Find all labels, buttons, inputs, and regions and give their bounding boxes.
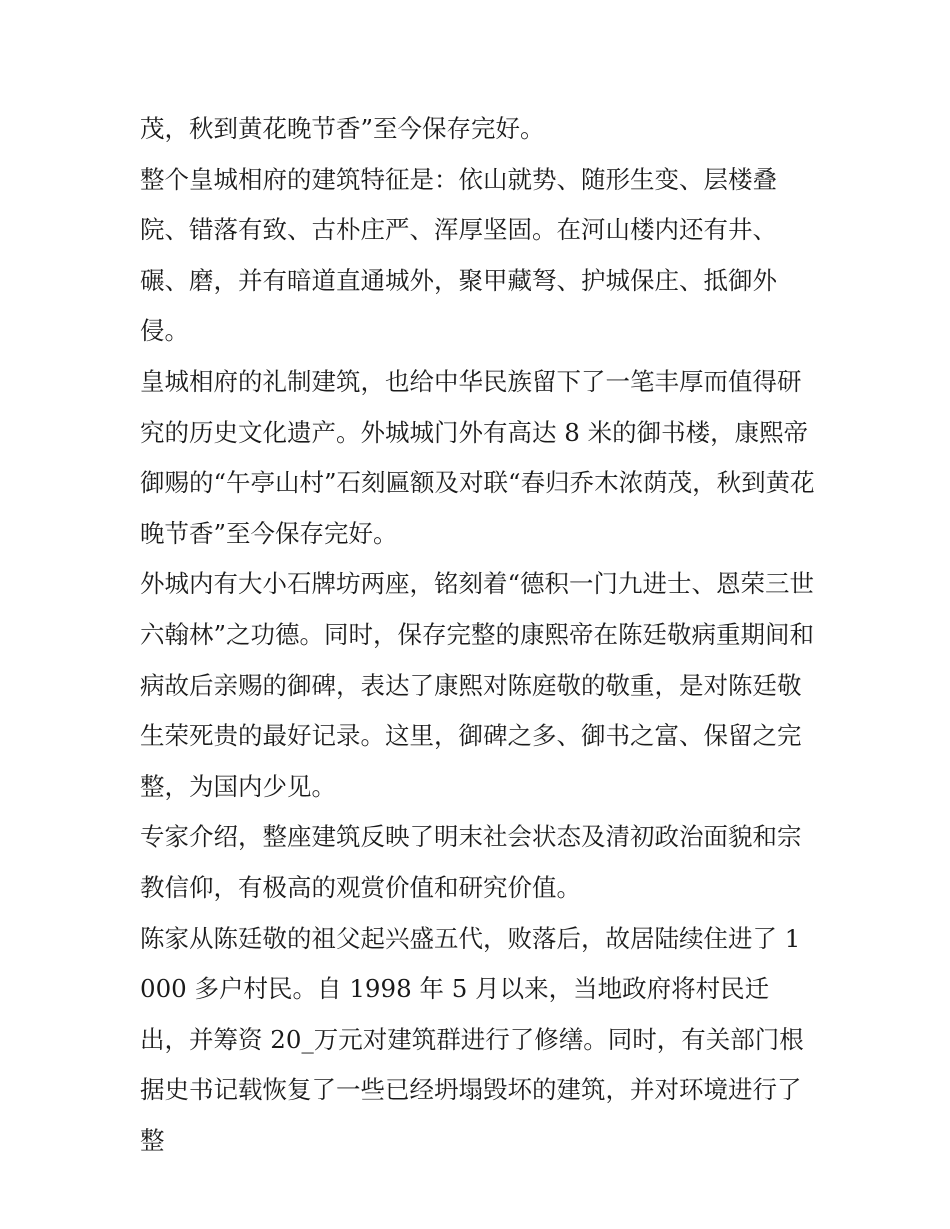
paragraph-3: 皇城相府的礼制建筑，也给中华民族留下了一笔丰厚而值得研究的历史文化遗产。外城城门外有高达 8 米的御书楼，康熙帝御赐的“午亭山村”石刻匾额及对联“春归乔木浓荫茂，秋到黄花晚节香”至今保存完好。 bbox=[140, 366, 815, 548]
paragraph-1: 茂，秋到黄花晚节香”至今保存完好。 bbox=[140, 114, 545, 143]
paragraph-2: 整个皇城相府的建筑特征是：依山就势、随形生变、层楼叠院、错落有致、古朴庄严、浑厚坚固。在河山楼内还有井、碾、磨，并有暗道直通城外，聚甲藏弩、护城保庄、抵御外侵。 bbox=[140, 164, 777, 346]
paragraph-6: 陈家从陈廷敬的祖父起兴盛五代，败落后，故居陆续住进了 1000 多户村民。自 1998 年 5 月以来，当地政府将村民迁出，并筹资 20_万元对建筑群进行了修缮。同时，有关部门根据史书记载恢复了一些已经坍塌毁坏的建筑，并对环境进行了整 bbox=[140, 923, 804, 1155]
document-body bbox=[140, 104, 815, 1166]
paragraph-4: 外城内有大小石牌坊两座，铭刻着“德积一门九进士、恩荣三世六翰林”之功德。同时，保存完整的康熙帝在陈廷敬病重期间和病故后亲赐的御碑，表达了康熙对陈庭敬的敬重，是对陈廷敬生荣死贵的最好记录。这里，御碑之多、御书之富、保留之完整，为国内少见。 bbox=[140, 569, 815, 801]
paragraph-5: 专家介绍，整座建筑反映了明末社会状态及清初政治面貌和宗教信仰，有极高的观赏价值和研究价值。 bbox=[140, 822, 802, 902]
